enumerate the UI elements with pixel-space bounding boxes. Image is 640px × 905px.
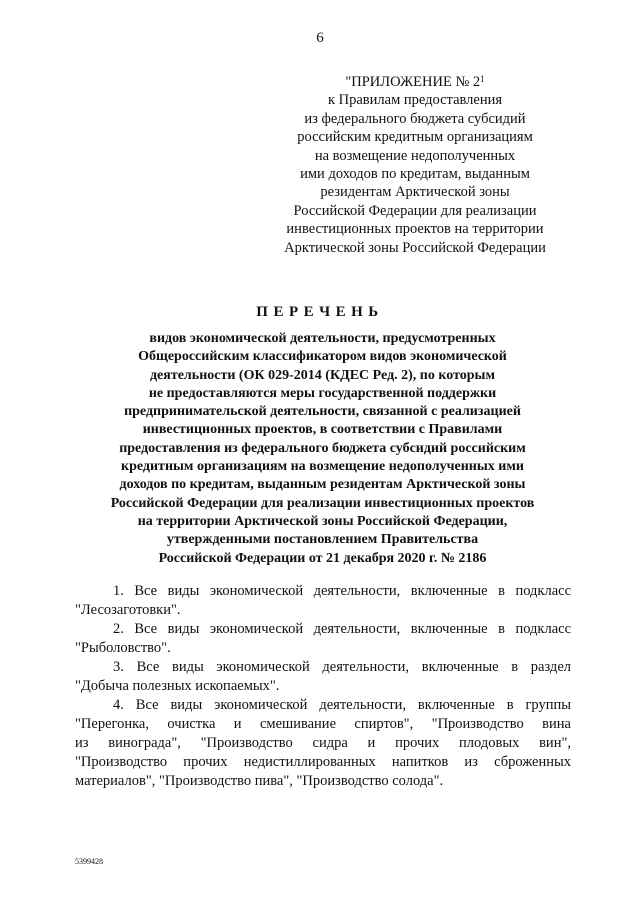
list-item (75, 696, 571, 791)
subtitle-line: на территории Арктической зоны Российской Федерации, (137, 513, 508, 529)
subtitle-line: предоставления из федерального бюджета субсидий российским (119, 440, 526, 456)
subtitle-line: деятельности (ОК 029-2014 (КДЕС Ред. 2), по которым (149, 367, 496, 383)
list-item (75, 620, 571, 658)
appendix-line: инвестиционных проектов на территории (286, 221, 544, 238)
item-line: "Добыча полезных ископаемых". (75, 678, 280, 694)
item-line: 2. Все виды экономической деятельности, включенные в подкласс (113, 621, 571, 637)
appendix-line: на возмещение недополученных (314, 147, 516, 164)
item-line: "Лесозаготовки". (75, 602, 181, 618)
appendix-title-text: "ПРИЛОЖЕНИЕ № 2 (345, 74, 481, 90)
appendix-title-superscript: 1 (480, 74, 485, 84)
appendix-line: из федерального бюджета субсидий (304, 110, 526, 127)
subtitle-line: доходов по кредитам, выданным резидентам Арктической зоны (119, 477, 526, 493)
appendix-line: ими доходов по кредитам, выданным (300, 166, 530, 183)
subtitle-line: утвержденными постановлением Правительства (166, 532, 479, 548)
subtitle-line: предпринимательской деятельности, связанной с реализацией (124, 404, 521, 420)
appendix-line: резидентам Арктической зоны (320, 184, 510, 201)
document-heading: ПЕРЕЧЕНЬ (256, 304, 384, 320)
subtitle-line: инвестиционных проектов, в соответствии с Правилами (142, 422, 503, 438)
page-number: 6 (316, 30, 324, 46)
subtitle-line: Общероссийским классификатором видов экономической (138, 349, 507, 365)
subtitle-line: не предоставляются меры государственной поддержки (148, 385, 497, 401)
subtitle-line: Российской Федерации для реализации инвестиционных проектов (110, 495, 535, 511)
document-subtitle (40, 330, 605, 568)
items-list (75, 582, 571, 791)
item-line: из винограда", "Производство сидра и прочих плодовых вин", (75, 735, 571, 751)
list-item (75, 658, 571, 696)
item-line: 4. Все виды экономической деятельности, включенные в группы (113, 697, 571, 713)
item-line: 3. Все виды экономической деятельности, включенные в раздел (113, 659, 571, 675)
item-line: "Производство прочих недистиллированных напитков из сброженных (75, 754, 571, 770)
item-line: 1. Все виды экономической деятельности, включенные в подкласс (113, 583, 571, 599)
subtitle-line: видов экономической деятельности, предусмотренных (149, 331, 496, 346)
subtitle-line: Российской Федерации от 21 декабря 2020 г. № 2186 (158, 550, 487, 566)
appendix-line: Арктической зоны Российской Федерации (284, 239, 546, 256)
list-item (75, 582, 571, 620)
document-code: 5399428 (75, 857, 103, 866)
appendix-line: российским кредитным организациям (297, 129, 533, 146)
subtitle-line: кредитным организациям на возмещение недополученных ими (121, 459, 524, 475)
appendix-line: к Правилам предоставления (327, 92, 503, 109)
appendix-line: Российской Федерации для реализации (293, 202, 537, 219)
item-line: материалов", "Производство пива", "Производство солода". (75, 773, 444, 789)
item-line: "Рыболовство". (75, 640, 171, 656)
appendix-block (260, 73, 570, 257)
item-line: "Перегонка, очистка и смешивание спиртов", "Производство вина (75, 716, 571, 732)
appendix-title (260, 73, 570, 91)
